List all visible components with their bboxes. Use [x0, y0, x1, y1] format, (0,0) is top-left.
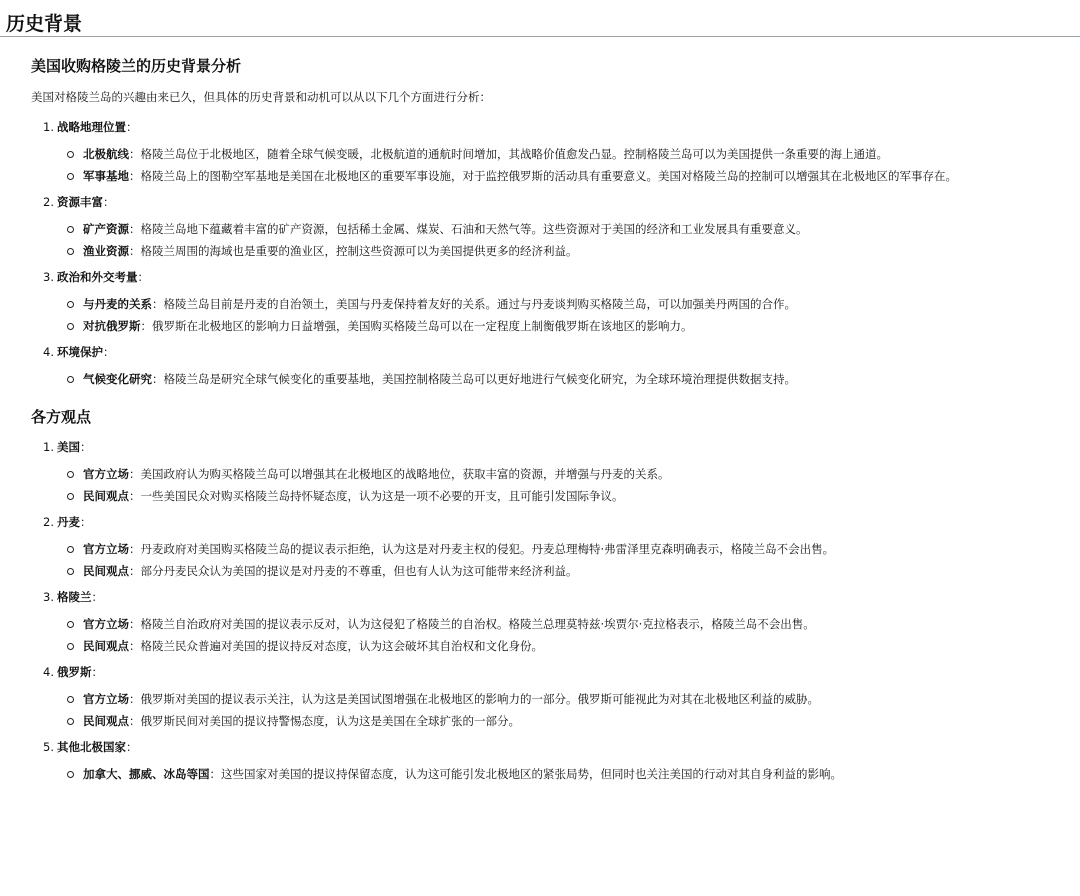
bullet-text: 格陵兰岛位于北极地区，随着全球气候变暖，北极航道的通航时间增加，其战略价值愈发凸显。控制格陵兰岛可以为美国提供一条重要的海上通道。 — [140, 147, 888, 161]
numbered-item-heading — [31, 194, 1080, 210]
numbered-item — [31, 589, 1080, 654]
bullet-term: 北极航线 — [83, 147, 129, 161]
numbered-item-heading — [31, 119, 1080, 135]
bullet-term: 官方立场 — [83, 617, 129, 631]
colon: ： — [129, 222, 141, 236]
numbered-item-heading — [31, 344, 1080, 360]
bullet-list — [31, 466, 1080, 504]
background-factor-list — [31, 119, 1080, 387]
colon: ： — [80, 440, 92, 454]
bullet-circle-icon — [67, 173, 74, 180]
bullet-text: 格陵兰岛目前是丹麦的自治领土，美国与丹麦保持着友好的关系。通过与丹麦谈判购买格陵兰岛，可以加强美丹两国的合作。 — [163, 297, 796, 311]
bullet-item — [31, 541, 1080, 557]
colon: ： — [129, 564, 141, 578]
bullet-term: 加拿大、挪威、冰岛等国 — [83, 767, 210, 781]
bullet-list — [31, 221, 1080, 259]
bullet-list — [31, 296, 1080, 334]
colon: ： — [129, 617, 141, 631]
bullet-list — [31, 146, 1080, 184]
bullet-text: 俄罗斯对美国的提议表示关注，认为这是美国试图增强在北极地区的影响力的一部分。俄罗斯可能视此为对其在北极地区利益的威胁。 — [140, 692, 819, 706]
bullet-term: 气候变化研究 — [83, 372, 152, 386]
document-content — [0, 56, 1080, 782]
section-heading: 各方观点 — [31, 408, 92, 426]
bullet-circle-icon — [67, 323, 74, 330]
colon: ： — [80, 515, 92, 529]
numbered-item — [31, 514, 1080, 579]
numbered-item — [31, 119, 1080, 184]
bullet-item — [31, 243, 1080, 259]
bullet-text: 格陵兰自治政府对美国的提议表示反对，认为这侵犯了格陵兰的自治权。格陵兰总理莫特兹·埃贾尔·克拉格表示，格陵兰岛不会出售。 — [140, 617, 815, 631]
bullet-item — [31, 466, 1080, 482]
colon: ： — [152, 297, 164, 311]
bullet-item — [31, 616, 1080, 632]
bullet-item — [31, 168, 1080, 184]
bullet-text: 部分丹麦民众认为美国的提议是对丹麦的不尊重，但也有人认为这可能带来经济利益。 — [140, 564, 578, 578]
bullet-item — [31, 691, 1080, 707]
numbered-item-title: 丹麦 — [57, 515, 80, 529]
numbered-item-heading — [31, 664, 1080, 680]
numbered-item-title: 政治和外交考量 — [57, 270, 138, 284]
colon: ： — [129, 489, 141, 503]
bullet-item — [31, 713, 1080, 729]
list-number: 4. — [43, 665, 54, 679]
numbered-item-title: 美国 — [57, 440, 80, 454]
bullet-item — [31, 371, 1080, 387]
list-number: 1. — [43, 120, 54, 134]
bullet-text: 一些美国民众对购买格陵兰岛持怀疑态度，认为这是一项不必要的开支，且可能引发国际争议。 — [140, 489, 624, 503]
bullet-circle-icon — [67, 621, 74, 628]
numbered-item — [31, 269, 1080, 334]
colon: ： — [103, 195, 115, 209]
bullet-text: 格陵兰周围的海域也是重要的渔业区，控制这些资源可以为美国提供更多的经济利益。 — [140, 244, 578, 258]
bullet-circle-icon — [67, 568, 74, 575]
colon: ： — [129, 714, 141, 728]
bullet-term: 军事基地 — [83, 169, 129, 183]
bullet-text: 格陵兰岛地下蕴藏着丰富的矿产资源，包括稀土金属、煤炭、石油和天然气等。这些资源对于美国的经济和工业发展具有重要意义。 — [140, 222, 808, 236]
intro-paragraph: 美国对格陵兰岛的兴趣由来已久，但具体的历史背景和动机可以从以下几个方面进行分析： — [31, 90, 491, 104]
colon: ： — [129, 692, 141, 706]
colon: ： — [129, 542, 141, 556]
bullet-text: 俄罗斯在北极地区的影响力日益增强，美国购买格陵兰岛可以在一定程度上制衡俄罗斯在该地区的影响力。 — [152, 319, 693, 333]
bullet-circle-icon — [67, 546, 74, 553]
numbered-item-title: 格陵兰 — [57, 590, 92, 604]
bullet-term: 民间观点 — [83, 639, 129, 653]
bullet-item — [31, 318, 1080, 334]
numbered-item-heading — [31, 589, 1080, 605]
bullet-text: 格陵兰岛上的图勒空军基地是美国在北极地区的重要军事设施，对于监控俄罗斯的活动具有重要意义。美国对格陵兰岛的控制可以增强其在北极地区的军事存在。 — [140, 169, 957, 183]
bullet-term: 渔业资源 — [83, 244, 129, 258]
list-number: 2. — [43, 195, 54, 209]
viewpoints-list — [31, 439, 1080, 782]
list-number: 3. — [43, 270, 54, 284]
colon: ： — [140, 319, 152, 333]
bullet-circle-icon — [67, 248, 74, 255]
numbered-item-heading — [31, 269, 1080, 285]
bullet-circle-icon — [67, 376, 74, 383]
colon: ： — [129, 244, 141, 258]
colon: ： — [129, 467, 141, 481]
bullet-text: 美国政府认为购买格陵兰岛可以增强其在北极地区的战略地位，获取丰富的资源，并增强与丹麦的关系。 — [140, 467, 670, 481]
bullet-item — [31, 766, 1080, 782]
colon: ： — [209, 767, 221, 781]
colon: ： — [126, 120, 138, 134]
bullet-term: 官方立场 — [83, 542, 129, 556]
bullet-text: 丹麦政府对美国购买格陵兰岛的提议表示拒绝，认为这是对丹麦主权的侵犯。丹麦总理梅特·弗雷泽里克森明确表示，格陵兰岛不会出售。 — [140, 542, 835, 556]
bullet-item — [31, 146, 1080, 162]
colon: ： — [137, 270, 149, 284]
section-heading: 美国收购格陵兰的历史背景分析 — [31, 57, 242, 75]
bullet-term: 官方立场 — [83, 467, 129, 481]
numbered-item-heading — [31, 439, 1080, 455]
colon: ： — [129, 169, 141, 183]
bullet-list — [31, 766, 1080, 782]
list-number: 5. — [43, 740, 54, 754]
bullet-list — [31, 616, 1080, 654]
colon: ： — [126, 740, 138, 754]
colon: ： — [103, 345, 115, 359]
bullet-list — [31, 371, 1080, 387]
colon: ： — [152, 372, 164, 386]
numbered-item-heading — [31, 739, 1080, 755]
bullet-text: 俄罗斯民间对美国的提议持警惕态度，认为这是美国在全球扩张的一部分。 — [140, 714, 520, 728]
bullet-list — [31, 541, 1080, 579]
bullet-term: 对抗俄罗斯 — [83, 319, 141, 333]
list-number: 1. — [43, 440, 54, 454]
numbered-item-title: 资源丰富 — [57, 195, 103, 209]
bullet-circle-icon — [67, 226, 74, 233]
numbered-item — [31, 664, 1080, 729]
numbered-item-title: 环境保护 — [57, 345, 103, 359]
colon: ： — [91, 665, 103, 679]
bullet-term: 官方立场 — [83, 692, 129, 706]
bullet-circle-icon — [67, 151, 74, 158]
page-title: 历史背景 — [0, 0, 1080, 37]
bullet-circle-icon — [67, 301, 74, 308]
colon: ： — [91, 590, 103, 604]
list-number: 3. — [43, 590, 54, 604]
list-number: 2. — [43, 515, 54, 529]
numbered-item — [31, 344, 1080, 387]
bullet-term: 矿产资源 — [83, 222, 129, 236]
bullet-list — [31, 691, 1080, 729]
colon: ： — [129, 147, 141, 161]
bullet-text: 这些国家对美国的提议持保留态度，认为这可能引发北极地区的紧张局势，但同时也关注美国的行动对其自身利益的影响。 — [221, 767, 842, 781]
bullet-circle-icon — [67, 471, 74, 478]
numbered-item — [31, 739, 1080, 782]
list-number: 4. — [43, 345, 54, 359]
bullet-item — [31, 563, 1080, 579]
bullet-circle-icon — [67, 771, 74, 778]
bullet-term: 民间观点 — [83, 489, 129, 503]
bullet-circle-icon — [67, 718, 74, 725]
numbered-item-title: 俄罗斯 — [57, 665, 92, 679]
bullet-item — [31, 221, 1080, 237]
bullet-text: 格陵兰民众普遍对美国的提议持反对态度，认为这会破坏其自治权和文化身份。 — [140, 639, 543, 653]
colon: ： — [129, 639, 141, 653]
bullet-item — [31, 638, 1080, 654]
bullet-term: 民间观点 — [83, 564, 129, 578]
numbered-item-title: 其他北极国家 — [57, 740, 126, 754]
bullet-text: 格陵兰岛是研究全球气候变化的重要基地，美国控制格陵兰岛可以更好地进行气候变化研究，为全球环境治理提供数据支持。 — [163, 372, 796, 386]
numbered-item — [31, 439, 1080, 504]
bullet-circle-icon — [67, 643, 74, 650]
bullet-term: 与丹麦的关系 — [83, 297, 152, 311]
bullet-item — [31, 488, 1080, 504]
numbered-item-heading — [31, 514, 1080, 530]
bullet-item — [31, 296, 1080, 312]
bullet-circle-icon — [67, 696, 74, 703]
bullet-term: 民间观点 — [83, 714, 129, 728]
bullet-circle-icon — [67, 493, 74, 500]
numbered-item-title: 战略地理位置 — [57, 120, 126, 134]
numbered-item — [31, 194, 1080, 259]
